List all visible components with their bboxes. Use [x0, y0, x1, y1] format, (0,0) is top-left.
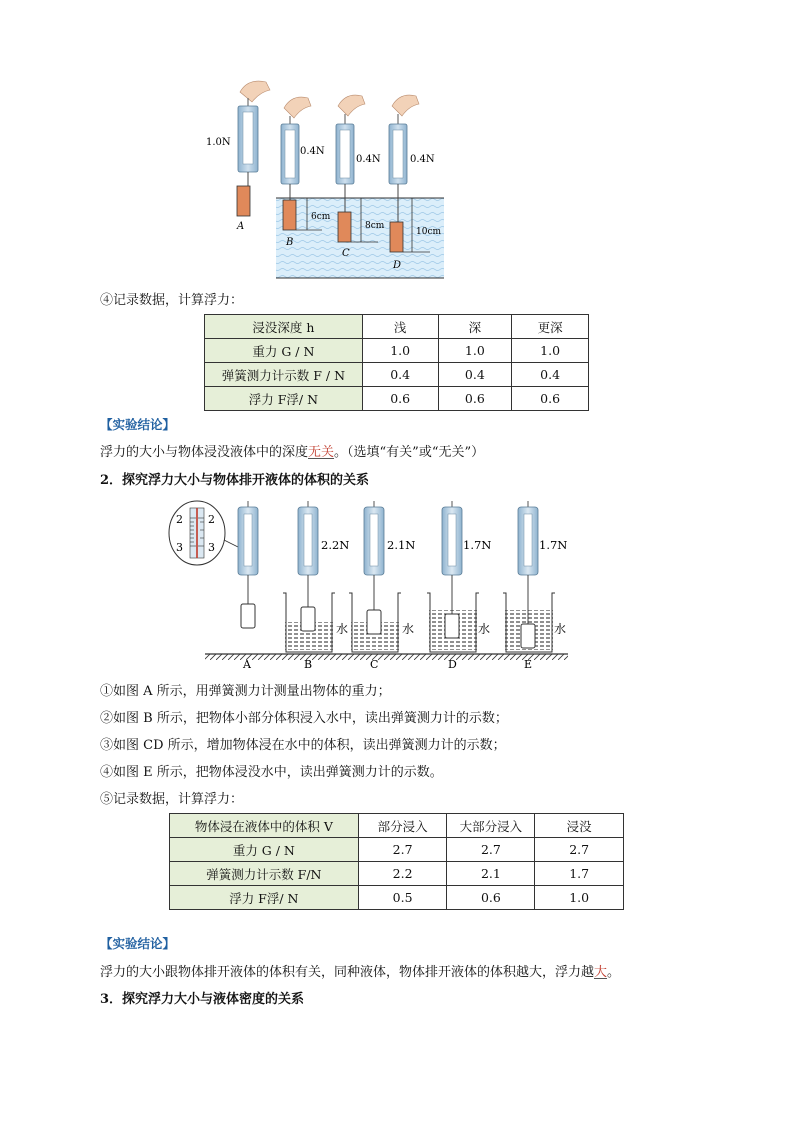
- step-record-1: ④记录数据，计算浮力：: [100, 293, 244, 308]
- label-e: E: [524, 658, 533, 671]
- label-c: C: [370, 658, 379, 671]
- table-header-cell: 深: [438, 315, 512, 339]
- label-a: A: [237, 221, 245, 232]
- conclusion-text-2: [100, 961, 620, 980]
- table-cell: 0.6: [438, 387, 512, 411]
- scale-magnifier: [169, 501, 240, 565]
- table-row: [205, 363, 589, 387]
- scale-mark: 3: [208, 541, 215, 554]
- conclusion-heading-2: 【实验结论】: [100, 936, 176, 951]
- reading-b: 0.4N: [300, 146, 325, 157]
- table-header-cell: 物体浸在液体中的体积 V: [170, 814, 359, 838]
- table-cell: 浮力 F浮/ N: [205, 387, 363, 411]
- water-label: 水: [554, 622, 567, 636]
- table-cell: 0.5: [358, 886, 447, 910]
- table-cell: 1.0: [438, 339, 512, 363]
- reading-d: 0.4N: [410, 154, 435, 165]
- conclusion-after: 。（选填“有关”或“无关”）: [334, 445, 485, 460]
- table-row: [170, 886, 624, 910]
- reading-c: 2.1N: [387, 538, 416, 552]
- water-label: 水: [478, 622, 491, 636]
- scale-mark: 3: [176, 541, 183, 554]
- step-1: ①如图 A 所示，用弹簧测力计测量出物体的重力；: [100, 684, 391, 699]
- water-label: 水: [402, 622, 415, 636]
- table-header-cell: 浅: [362, 315, 438, 339]
- table-cell: 1.0: [512, 339, 589, 363]
- table-cell: 0.6: [447, 886, 535, 910]
- table-cell: 1.0: [535, 886, 624, 910]
- water-label: 水: [336, 622, 349, 636]
- table-row: [205, 387, 589, 411]
- spring-scale-a: [238, 501, 258, 628]
- table-cell: 1.7: [535, 862, 624, 886]
- reading-d: 1.7N: [463, 538, 492, 552]
- label-d: D: [393, 260, 402, 271]
- table-header-cell: 部分浸入: [358, 814, 447, 838]
- conclusion-answer: 无关: [308, 445, 335, 460]
- beaker-e: [503, 501, 555, 652]
- conclusion-answer: 大: [594, 965, 608, 980]
- table-cell: 重力 G / N: [170, 838, 359, 862]
- beaker-c: [349, 501, 401, 652]
- scale-mark: 2: [176, 513, 183, 526]
- label-b: B: [286, 237, 294, 248]
- step-2: ②如图 B 所示，把物体小部分体积浸入水中，读出弹簧测力计的示数；: [100, 711, 508, 726]
- volume-experiment-figure: [165, 496, 575, 674]
- table-row: [205, 315, 589, 339]
- conclusion-before: 浮力的大小与物体浸没液体中的深度: [100, 445, 309, 460]
- table-cell: 2.2: [358, 862, 447, 886]
- table-cell: 弹簧测力计示数 F/N: [170, 862, 359, 886]
- beaker-d: [427, 501, 479, 652]
- section-3-title: 3．探究浮力大小与液体密度的关系: [100, 992, 305, 1007]
- conclusion-before: 浮力的大小跟物体排开液体的体积有关，同种液体，物体排开液体的体积越大，浮力越: [100, 965, 595, 980]
- spring-scale-a: [237, 81, 270, 216]
- table-cell: 0.4: [512, 363, 589, 387]
- conclusion-after: 。: [607, 965, 621, 980]
- table-cell: 2.1: [447, 862, 535, 886]
- depth-label-b: 6cm: [311, 212, 331, 222]
- table-cell: 0.6: [512, 387, 589, 411]
- depth-label-d: 10cm: [416, 227, 442, 237]
- step-4: ④如图 E 所示，把物体浸没水中，读出弹簧测力计的示数。: [100, 765, 443, 780]
- table-row: [170, 814, 624, 838]
- volume-data-table: [169, 813, 624, 910]
- table-header-cell: 浸没深度 h: [205, 315, 363, 339]
- label-b: B: [304, 658, 313, 671]
- label-c: C: [342, 248, 350, 259]
- step-3: ③如图 CD 所示，增加物体浸在水中的体积，读出弹簧测力计的示数；: [100, 738, 506, 753]
- reading-c: 0.4N: [356, 154, 381, 165]
- table-cell: 1.0: [362, 339, 438, 363]
- reading-b: 2.2N: [321, 538, 350, 552]
- depth-label-c: 8cm: [365, 221, 385, 231]
- reading-e: 1.7N: [539, 538, 568, 552]
- reading-a: 1.0N: [206, 137, 231, 148]
- table-cell: 2.7: [535, 838, 624, 862]
- table-cell: 浮力 F浮/ N: [170, 886, 359, 910]
- table-cell: 2.7: [447, 838, 535, 862]
- label-d: D: [448, 658, 457, 671]
- table-row: [170, 862, 624, 886]
- depth-experiment-figure: [195, 80, 455, 285]
- table-cell: 0.6: [362, 387, 438, 411]
- step-5: ⑤记录数据，计算浮力：: [100, 792, 244, 807]
- table-cell: 重力 G / N: [205, 339, 363, 363]
- table-row: [205, 339, 589, 363]
- scale-mark: 2: [208, 513, 215, 526]
- conclusion-heading-1: 【实验结论】: [100, 417, 176, 432]
- depth-data-table: [204, 314, 589, 411]
- table-header-cell: 更深: [512, 315, 589, 339]
- table-row: [170, 838, 624, 862]
- table-header-cell: 大部分浸入: [447, 814, 535, 838]
- table-cell: 2.7: [358, 838, 447, 862]
- section-2-title: 2．探究浮力大小与物体排开液体的体积的关系: [100, 473, 370, 488]
- conclusion-text-1: [100, 441, 484, 460]
- table-cell: 0.4: [438, 363, 512, 387]
- beaker-b: [283, 501, 335, 652]
- table-cell: 0.4: [362, 363, 438, 387]
- table-header-cell: 浸没: [535, 814, 624, 838]
- table-cell: 弹簧测力计示数 F / N: [205, 363, 363, 387]
- label-a: A: [243, 658, 251, 671]
